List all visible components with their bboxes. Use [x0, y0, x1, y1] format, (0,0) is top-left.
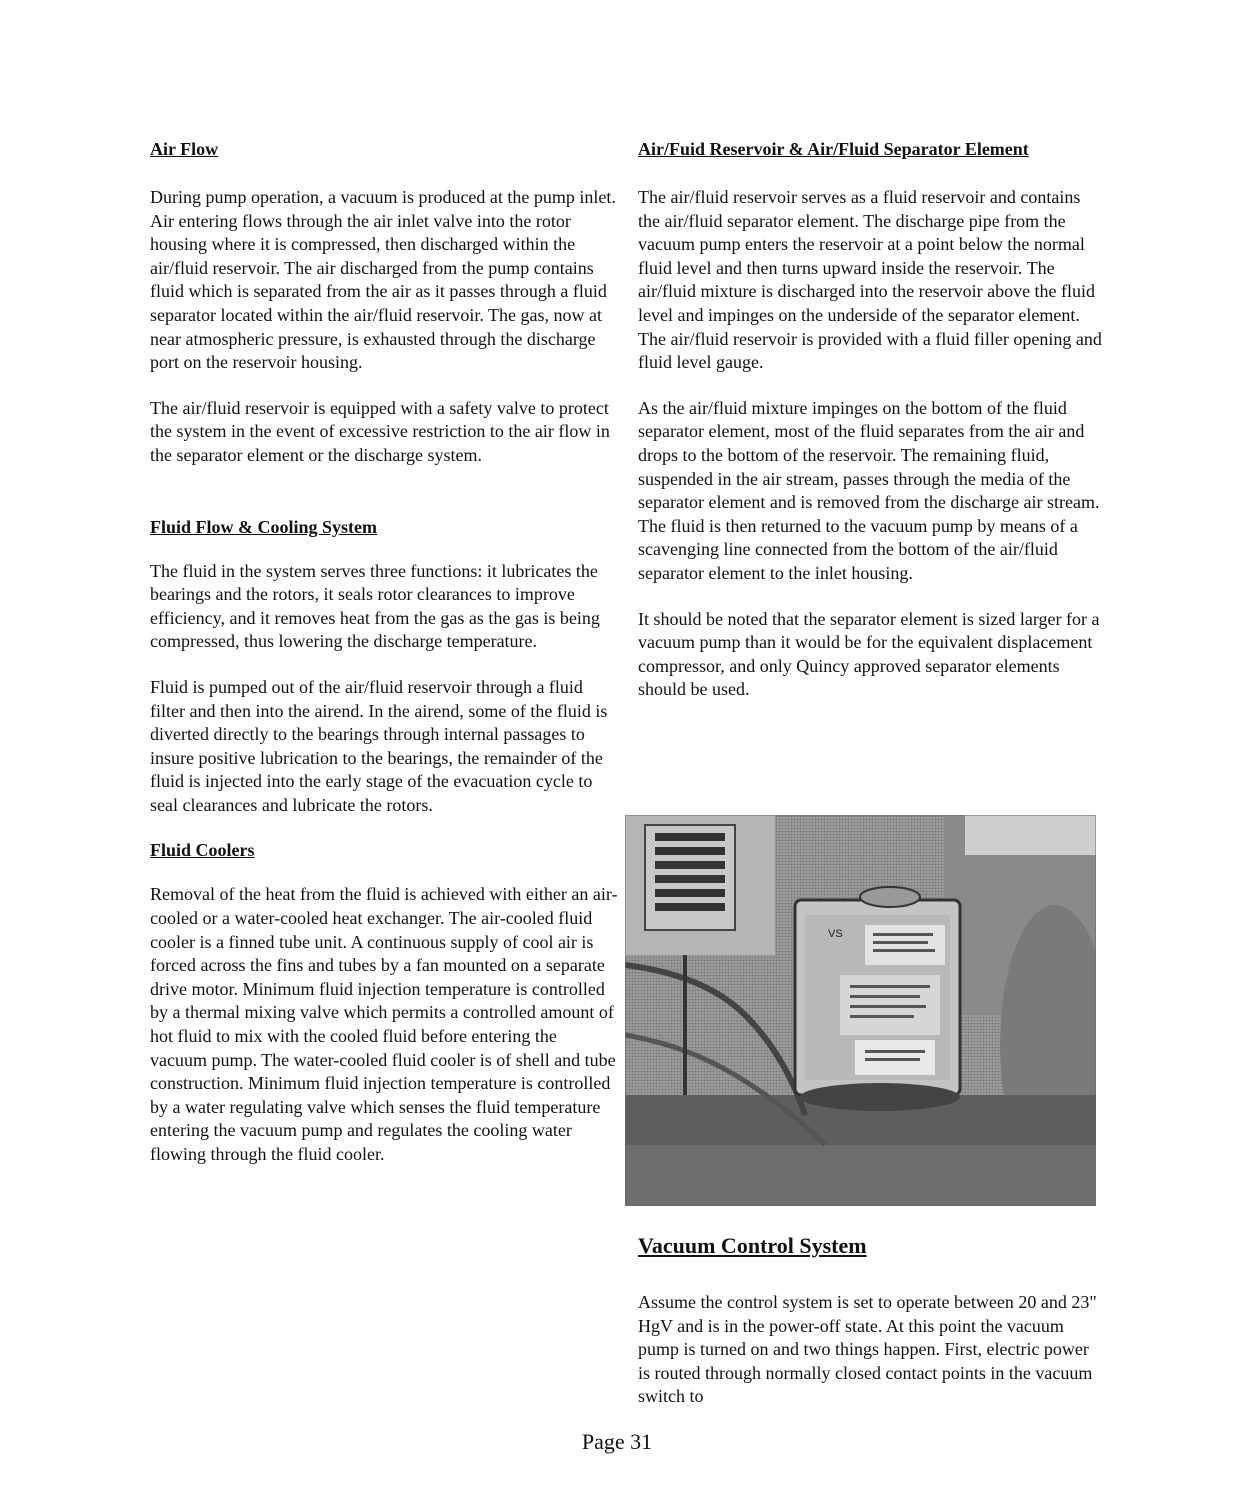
fluid-flow-heading: Fluid Flow & Cooling System — [150, 516, 378, 537]
air-flow-paragraph-2: The air/fluid reservoir is equipped with a safety valve to protect the system in the event of excessive restriction to the air flow in the separator element or the discharge system. — [150, 397, 610, 465]
fluid-flow-paragraph-2: Fluid is pumped out of the air/fluid reservoir through a fluid filter and then into the airend. In the airend, some of the fluid is diverted directly to the bearings through internal passages to insure positive lubrication to the bearings, the remainder of the fluid is injected into the early stage of the evacuation cycle to seal clearances and lubricate the rotors. — [150, 676, 608, 815]
right-column — [638, 138, 1104, 702]
air-flow-heading: Air Flow — [150, 139, 219, 159]
air-flow-paragraph-1: During pump operation, a vacuum is produced at the pump inlet. Air entering flows through the air inlet valve into the rotor housing where it is compressed, then discharged within the air/fluid reservoir. The air discharged from the pump contains fluid which is separated from the air as it passes through a fluid separator located within the air/fluid reservoir. The gas, now at near atmospheric pressure, is exhausted through the discharge port on the reservoir housing. — [150, 187, 616, 373]
fluid-coolers-heading: Fluid Coolers — [150, 840, 255, 861]
page-number: Page 31 — [581, 1429, 653, 1454]
vacuum-control-heading: Vacuum Control System — [638, 1233, 867, 1258]
vacuum-switch-photo — [625, 815, 1096, 1206]
fluid-flow-paragraph-1: The fluid in the system serves three functions: it lubricates the bearings and the rotors, it seals rotor clearances to improve efficiency, and it removes heat from the gas as the gas is being compressed, thus lowering the discharge temperature. — [150, 560, 600, 652]
reservoir-heading: Air/Fuid Reservoir & Air/Fluid Separator Element — [638, 139, 1029, 159]
reservoir-paragraph-3: It should be noted that the separator element is sized larger for a vacuum pump than it would be for the equivalent displacement compressor, and only Quincy approved separator elements should be used. — [638, 608, 1100, 700]
vacuum-control-paragraph: Assume the control system is set to operate between 20 and 23" HgV and is in the power-off state. At this point the vacuum pump is turned on and two things happen. First, electric power is routed through normally closed contact points in the vacuum switch to — [638, 1292, 1097, 1407]
fluid-coolers-paragraph: Removal of the heat from the fluid is achieved with either an air-cooled or a water-cooled heat exchanger. The air-cooled fluid cooler is a finned tube unit. A continuous supply of cool air is forced across the fins and tubes by a fan mounted on a separate drive motor. Minimum fluid injection temperature is controlled by a thermal mixing valve which permits a controlled amount of hot fluid to mix with the cooled fluid before entering the vacuum pump. The water-cooled fluid cooler is of shell and tube construction. Minimum fluid injection temperature is controlled by a water regulating valve which senses the fluid temperature entering the vacuum pump and regulates the cooling water flowing through the fluid cooler. — [150, 884, 618, 1164]
photo-label-text: VS — [828, 928, 843, 940]
reservoir-paragraph-2: As the air/fluid mixture impinges on the bottom of the fluid separator element, most of the fluid separates from the air and drops to the bottom of the reservoir. The remaining fluid, suspended in the air stream, passes through the media of the separator element and is removed from the discharge air stream. The fluid is then returned to the vacuum pump by means of a scavenging line connected from the bottom of the air/fluid separator element to the inlet housing. — [638, 397, 1100, 583]
left-column — [150, 138, 618, 1167]
reservoir-paragraph-1: The air/fluid reservoir serves as a fluid reservoir and contains the air/fluid separator element. The discharge pipe from the vacuum pump enters the reservoir at a point below the normal fluid level and then turns upward inside the reservoir. The air/fluid mixture is discharged into the reservoir above the fluid level and impinges on the underside of the separator element. The air/fluid reservoir is provided with a fluid filler opening and fluid level gauge. — [638, 187, 1102, 373]
